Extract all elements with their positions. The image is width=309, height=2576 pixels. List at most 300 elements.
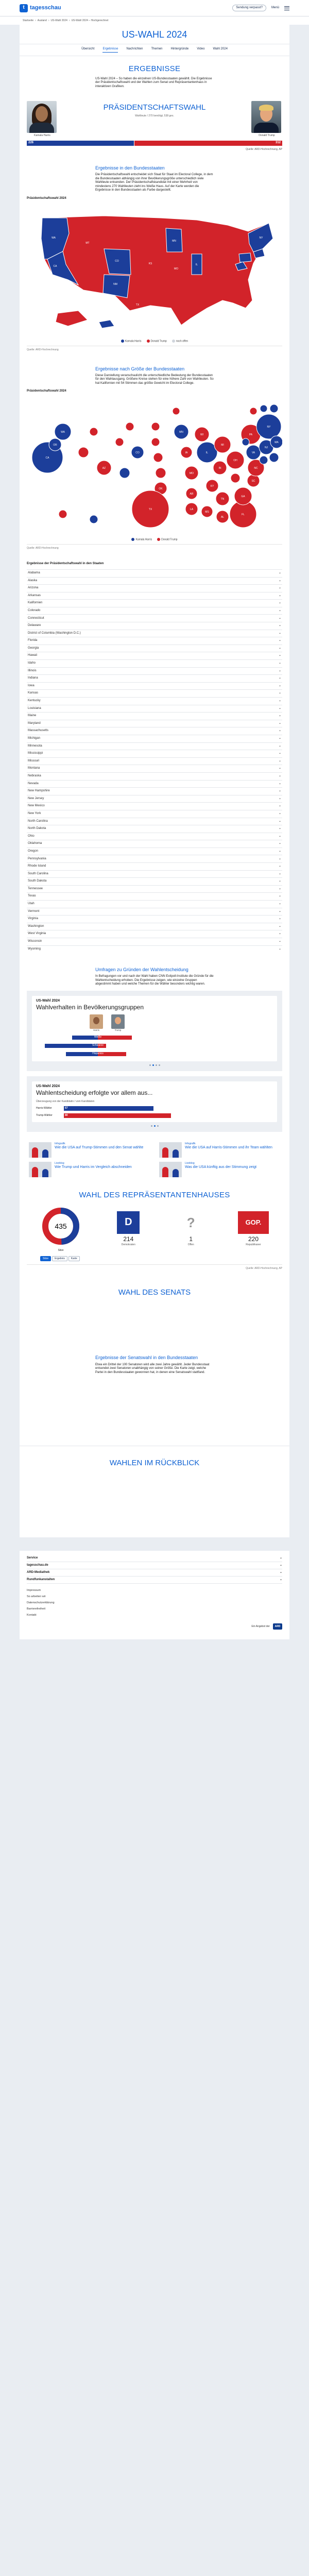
state-name: Missouri xyxy=(28,759,40,762)
house-tab[interactable]: Karte xyxy=(68,1256,80,1261)
state-bubble-label: IN xyxy=(218,466,221,470)
map-source: Quelle: ARD-Hochrechnung xyxy=(27,346,282,351)
state-name: Louisiana xyxy=(28,706,41,710)
state-row[interactable] xyxy=(27,630,282,637)
state-name: Connecticut xyxy=(28,616,44,620)
card-kicker: US-Wahl 2024 xyxy=(36,998,60,1003)
teaser-card[interactable]: Liveblog Wie Trump und Harris im Vergleich abschneiden xyxy=(29,1162,150,1177)
state-name: Michigan xyxy=(28,737,41,740)
teaser-card[interactable]: Infografik Wie die USA auf Harris-Stimmen und ihr Team wählten xyxy=(159,1142,280,1158)
state-bubble-label: OR xyxy=(53,443,57,447)
state-row[interactable] xyxy=(27,945,282,953)
house-rep: GOP. 220 Republikaner xyxy=(238,1211,269,1246)
trump-portrait xyxy=(251,101,281,133)
house-tab[interactable]: Sitze xyxy=(40,1256,51,1261)
bubble-section xyxy=(20,357,289,555)
trump-mini-portrait xyxy=(111,1014,125,1029)
state-row[interactable] xyxy=(27,607,282,615)
state-bubble-label: CO xyxy=(135,451,140,454)
state-row[interactable] xyxy=(27,659,282,667)
house-open: ? 1 Offen xyxy=(176,1211,207,1246)
state-bubble-label: MI xyxy=(221,443,224,447)
state-name: West Virginia xyxy=(28,932,46,936)
state-row[interactable] xyxy=(27,848,282,855)
chevron-down-icon: ⌄ xyxy=(278,646,281,650)
tab-0[interactable]: Übersicht xyxy=(81,47,95,50)
state-row[interactable] xyxy=(27,885,282,893)
section-tabs xyxy=(20,44,289,57)
state-row[interactable] xyxy=(27,772,282,780)
footer-plain-link[interactable]: Impressum xyxy=(27,1589,41,1592)
states-section xyxy=(20,555,289,958)
state-bubble xyxy=(270,404,278,413)
svg-text:NY: NY xyxy=(259,236,263,240)
chevron-down-icon: ⌄ xyxy=(278,706,281,710)
footer-plain-link[interactable]: So arbeiten wir xyxy=(27,1595,46,1599)
tab-2[interactable]: Nachrichten xyxy=(126,47,143,50)
state-name: Pennsylvania xyxy=(28,857,46,860)
group-label: Hispanics xyxy=(92,1052,104,1056)
breadcrumb: Startseite › Ausland › US-Wahl 2024 › US-Wahl 2024 – Hochgerechnet xyxy=(0,16,309,25)
tab-3[interactable]: Themen xyxy=(151,47,163,50)
state-name: Washington xyxy=(28,924,44,928)
tab-5[interactable]: Video xyxy=(197,47,205,50)
state-name: Kalifornien xyxy=(28,601,43,605)
results-intro: US-Wahl 2024 – So haben die einzelnen US-Bundesstaaten gewählt. Die Ergebnisse der Präsidentschaftswahl und der Wahlen zum Senat und Repräsentantenhaus in interaktiven Grafiken. xyxy=(95,77,212,88)
bubble-legend: Kamala Harris Donald Trump xyxy=(27,538,282,541)
state-row[interactable] xyxy=(27,765,282,772)
state-name: Rhode Island xyxy=(28,865,46,868)
state-row[interactable] xyxy=(27,637,282,645)
bubble-title: Ergebnisse nach Größe der Bundesstaaten xyxy=(95,366,185,371)
state-bubble-label: SC xyxy=(251,479,255,483)
state-name: Hawaii xyxy=(28,654,38,657)
state-row[interactable] xyxy=(27,900,282,908)
footer-plain-link[interactable]: Barrierefreiheit xyxy=(27,1607,46,1611)
bubble-text: Diese Darstellung veranschaulicht die unterschiedliche Bedeutung der Bundesstaaten für den Wahlausgang. Größere Kreise stehen für eine höhere Zahl von Wahlleuten. So hat Kalifornien mit 54 Stimmen das größte Gewicht im Electoral College. xyxy=(95,374,214,385)
state-row[interactable] xyxy=(27,720,282,727)
state-bubble-label: VA xyxy=(251,451,255,454)
bubble-source: Quelle: ARD-Hochrechnung xyxy=(27,544,282,550)
svg-text:KS: KS xyxy=(148,262,152,265)
state-bubble-label: AR xyxy=(190,492,194,496)
president-heading: PRÄSIDENTSCHAFTSWAHL xyxy=(103,103,206,112)
map-legend: Kamala Harris Donald Trump noch offen xyxy=(27,340,282,343)
carousel-dots[interactable] xyxy=(32,1064,277,1066)
state-row[interactable] xyxy=(27,862,282,870)
motives-carousel-1[interactable]: US-Wahl 2024 Wahlverhalten in Bevölkerungsgruppen Harris Trump Weiße Schwarze Hispanics xyxy=(27,991,282,1071)
menu-label[interactable]: Menü xyxy=(271,6,279,9)
svg-text:IL: IL xyxy=(195,263,198,266)
logo-mark: t xyxy=(20,4,28,12)
state-name: Nevada xyxy=(28,782,39,785)
state-row[interactable] xyxy=(27,870,282,878)
review-section xyxy=(20,1446,289,1537)
chevron-down-icon: ⌄ xyxy=(278,624,281,628)
house-view-tabs xyxy=(40,1256,269,1261)
trump-ev-bar: 312 xyxy=(134,141,282,146)
state-bubble-label: FL xyxy=(242,513,245,516)
chevron-down-icon: ⌄ xyxy=(279,1556,282,1560)
state-name: Colorado xyxy=(28,608,41,612)
state-row[interactable] xyxy=(27,689,282,697)
state-name: Utah xyxy=(28,902,35,906)
state-row[interactable] xyxy=(27,787,282,795)
trump-name: Donald Trump xyxy=(259,134,275,138)
state-row[interactable] xyxy=(27,877,282,885)
state-bubble-label: WA xyxy=(61,430,65,434)
chevron-down-icon: ⌄ xyxy=(278,729,281,733)
state-name: Iowa xyxy=(28,684,35,687)
state-row[interactable] xyxy=(27,750,282,757)
state-bubble-label: WI xyxy=(200,433,204,436)
state-bubble-label: NJ xyxy=(264,446,268,449)
state-name: Nebraska xyxy=(28,774,41,777)
motives-carousel-2[interactable] xyxy=(27,1076,282,1132)
chevron-down-icon: ⌄ xyxy=(278,932,281,936)
state-bubble-label: PA xyxy=(249,433,253,436)
footer-link[interactable]: tagesschau.de ⌄ xyxy=(27,1562,282,1569)
chevron-down-icon: ⌄ xyxy=(278,940,281,943)
states-heading: Ergebnisse der Präsidentschaftswahl in den Staaten xyxy=(27,562,104,566)
card-kicker: US-Wahl 2024 xyxy=(36,1084,60,1089)
state-bubble xyxy=(115,438,124,446)
state-row[interactable] xyxy=(27,735,282,742)
breadcrumb-item[interactable]: US-Wahl 2024 xyxy=(50,19,67,22)
state-row[interactable] xyxy=(27,622,282,630)
tab-4[interactable]: Hintergründe xyxy=(170,47,189,50)
state-row[interactable] xyxy=(27,757,282,765)
chevron-down-icon: ⌄ xyxy=(278,796,281,800)
state-name: Ohio xyxy=(28,834,35,838)
teaser-card[interactable]: Liveblog Was die USA künftig aus der Stimmung zeigt xyxy=(159,1162,280,1177)
state-name: Kansas xyxy=(28,691,39,695)
svg-text:CA: CA xyxy=(53,265,57,268)
state-name: Kentucky xyxy=(28,699,41,703)
state-bubble xyxy=(260,405,267,412)
chevron-down-icon: ⌄ xyxy=(278,684,281,687)
state-row[interactable] xyxy=(27,682,282,690)
footer: Service ⌄ tagesschau.de ⌄ ARD-Mediathek ⌄ Rundfunkanstalten ⌄ Impressum So arbeiten wir Datenschutzerklärung Barrierefreiheit Kontakt Ein Angebot der ARD xyxy=(20,1551,289,1639)
state-name: Wyoming xyxy=(28,947,41,951)
svg-text:NM: NM xyxy=(113,283,117,286)
menu-icon[interactable] xyxy=(284,6,289,10)
chevron-down-icon: ⌄ xyxy=(278,849,281,853)
state-name: Vermont xyxy=(28,909,40,913)
us-results-map[interactable] xyxy=(27,202,282,336)
state-row[interactable] xyxy=(27,645,282,652)
chevron-down-icon: ⌄ xyxy=(278,842,281,845)
state-bubble xyxy=(250,408,257,415)
footer-link[interactable]: Rundfunkanstalten ⌄ xyxy=(27,1577,282,1584)
page-title: US-WAHL 2024 xyxy=(20,25,289,44)
chevron-down-icon: ⌄ xyxy=(278,676,281,680)
state-row[interactable] xyxy=(27,727,282,735)
president-source: Quelle: ARD-Hochrechnung, AP xyxy=(246,147,282,151)
state-name: Arizona xyxy=(28,586,39,590)
state-bubble-label: MS xyxy=(205,510,209,514)
state-row[interactable] xyxy=(27,577,282,585)
state-bubble xyxy=(156,468,166,478)
breadcrumb-item[interactable]: Startseite xyxy=(23,19,34,22)
chevron-down-icon: ⌄ xyxy=(278,811,281,815)
state-row[interactable] xyxy=(27,652,282,659)
house-source: Quelle: ARD-Hochrechnung, AP xyxy=(27,1264,282,1270)
state-bubble-label: TX xyxy=(148,507,152,511)
state-name: Maryland xyxy=(28,721,41,725)
state-name: Alabama xyxy=(28,571,40,574)
state-bubble-label: IL xyxy=(205,451,209,454)
teaser-image xyxy=(29,1162,52,1177)
state-name: South Dakota xyxy=(28,879,47,883)
chevron-down-icon: ⌄ xyxy=(278,714,281,718)
svg-text:WA: WA xyxy=(52,236,56,240)
state-name: Minnesota xyxy=(28,744,42,748)
state-name: Illinois xyxy=(28,669,37,672)
chevron-down-icon: ⌄ xyxy=(278,857,281,860)
tab-6[interactable]: Wahl 2024 xyxy=(213,47,228,50)
chevron-down-icon: ⌄ xyxy=(278,699,281,703)
motives-section xyxy=(20,958,289,1137)
chevron-down-icon: ⌄ xyxy=(279,1563,282,1567)
teaser-image xyxy=(159,1142,182,1158)
tab-1[interactable]: Ergebnisse xyxy=(102,47,118,53)
state-bubble-label: MO xyxy=(189,471,194,475)
state-name: North Carolina xyxy=(28,819,48,823)
state-bubble-label: TN xyxy=(220,497,225,501)
state-bubble-label: AL xyxy=(220,515,225,519)
state-bubble-label: MN xyxy=(179,430,183,434)
state-bubble-label: AZ xyxy=(102,466,106,470)
electoral-vote-bar xyxy=(27,141,282,146)
state-bubble xyxy=(78,447,89,457)
missed-broadcast-link[interactable]: Sendung verpasst? xyxy=(232,5,266,12)
state-bubble xyxy=(153,453,163,462)
chevron-down-icon: ⌄ xyxy=(278,654,281,657)
state-name: Florida xyxy=(28,639,38,642)
state-bubble-label: OK xyxy=(159,487,163,490)
carousel-dots[interactable] xyxy=(32,1125,277,1127)
chevron-down-icon: ⌄ xyxy=(278,669,281,672)
state-row[interactable] xyxy=(27,705,282,713)
state-row[interactable] xyxy=(27,795,282,803)
chevron-down-icon: ⌄ xyxy=(278,774,281,777)
chevron-down-icon: ⌄ xyxy=(278,804,281,808)
state-row[interactable] xyxy=(27,923,282,930)
state-name: Montana xyxy=(28,767,40,770)
house-heading: WAHL DES REPRÄSENTANTENHAUSES xyxy=(79,1191,230,1200)
state-name: Alaska xyxy=(28,579,38,582)
state-name: Delaware xyxy=(28,624,41,628)
motives-title: Umfragen zu Gründen der Wahlentscheidung xyxy=(95,967,188,973)
state-row[interactable] xyxy=(27,825,282,833)
state-name: Idaho xyxy=(28,662,36,665)
top-bar xyxy=(0,0,309,16)
harris-mini-portrait xyxy=(90,1014,103,1029)
state-bubble xyxy=(231,473,240,483)
map-title: Ergebnisse in den Bundesstaaten xyxy=(95,165,165,171)
group-row xyxy=(36,1050,273,1058)
state-row[interactable] xyxy=(27,742,282,750)
chevron-down-icon: ⌄ xyxy=(278,887,281,890)
teaser-card[interactable]: Infografik Wie die USA auf Trump-Stimmen und den Senat wählte xyxy=(29,1142,150,1158)
state-bubble xyxy=(151,438,160,446)
svg-text:MO: MO xyxy=(174,267,179,270)
state-row[interactable] xyxy=(27,667,282,675)
state-row[interactable] xyxy=(27,855,282,862)
state-bubble-label: GA xyxy=(241,495,245,498)
chevron-down-icon: ⌄ xyxy=(279,1570,282,1574)
chevron-down-icon: ⌄ xyxy=(278,631,281,635)
chevron-down-icon: ⌄ xyxy=(278,872,281,875)
question-icon: ? xyxy=(186,1214,195,1230)
state-row[interactable] xyxy=(27,908,282,916)
svg-text:FL: FL xyxy=(221,309,224,312)
chevron-down-icon: ⌄ xyxy=(278,834,281,838)
motive-bar: 80 xyxy=(64,1113,171,1118)
state-bubble-label: MA xyxy=(274,440,279,444)
chevron-down-icon: ⌄ xyxy=(278,819,281,823)
chevron-down-icon: ⌄ xyxy=(278,789,281,793)
state-name: South Carolina xyxy=(28,872,48,875)
state-bubble-label: LA xyxy=(190,507,194,511)
chevron-down-icon: ⌄ xyxy=(278,744,281,748)
harris-portrait xyxy=(27,101,57,133)
gop-logo: GOP. xyxy=(238,1211,269,1234)
chevron-down-icon: ⌄ xyxy=(278,691,281,695)
state-row[interactable] xyxy=(27,802,282,810)
chevron-down-icon: ⌄ xyxy=(278,947,281,951)
state-row[interactable] xyxy=(27,592,282,600)
review-heading: WAHLEN IM RÜCKBLICK xyxy=(109,1459,200,1468)
chevron-down-icon: ⌄ xyxy=(278,909,281,913)
chevron-down-icon: ⌄ xyxy=(278,902,281,906)
map-chart-label: Präsidentschaftswahl 2024 xyxy=(27,196,66,200)
trump-bar xyxy=(98,1036,132,1040)
state-name: Wisconsin xyxy=(28,940,42,943)
state-bubble xyxy=(269,453,279,462)
motive-bar: 67 xyxy=(64,1106,153,1111)
map-section xyxy=(20,156,289,357)
state-name: Oregon xyxy=(28,849,39,853)
footer-plain-link[interactable]: Datenschutzerklärung xyxy=(27,1601,55,1605)
state-row[interactable] xyxy=(27,810,282,818)
footer-link[interactable]: ARD-Mediathek ⌄ xyxy=(27,1569,282,1577)
state-bubble-label: NC xyxy=(254,466,258,470)
chevron-down-icon: ⌄ xyxy=(278,616,281,620)
state-bubble xyxy=(242,438,249,446)
chevron-down-icon: ⌄ xyxy=(278,894,281,898)
state-row[interactable] xyxy=(27,938,282,945)
state-row[interactable] xyxy=(27,569,282,577)
group-label: Weiße xyxy=(94,1036,102,1039)
chevron-down-icon: ⌄ xyxy=(278,594,281,597)
chevron-down-icon: ⌄ xyxy=(278,662,281,665)
card-headline: Wahlentscheidung erfolgte vor allem aus... xyxy=(36,1089,153,1097)
state-row[interactable] xyxy=(27,930,282,938)
chevron-down-icon: ⌄ xyxy=(278,579,281,582)
state-bubble-label: OH xyxy=(233,459,237,462)
chevron-down-icon: ⌄ xyxy=(278,827,281,831)
map-text: Die Präsidentschaftswahl entscheidet sich Staat für Staat im Electoral College, in dem die Bundesstaaten abhängig von ihrer Bevölkerungsgröße unterschiedlich viele Wahlleute entsenden. Der Präsidentschaftskandidat mit einer Mehrheit von mindestens 270 Wahlleuten zieht ins Weiße Haus. Auf der Karte werden die Ergebnisse in den Bundesstaaten als Farbe dargestellt. xyxy=(95,173,213,192)
logo-text: tagesschau xyxy=(30,4,61,11)
chevron-down-icon: ⌄ xyxy=(278,879,281,883)
state-row[interactable] xyxy=(27,840,282,848)
state-row[interactable] xyxy=(27,674,282,682)
state-row[interactable] xyxy=(27,712,282,720)
chevron-down-icon: ⌄ xyxy=(278,737,281,740)
footer-link[interactable]: Service ⌄ xyxy=(27,1555,282,1562)
state-row[interactable] xyxy=(27,584,282,592)
state-row[interactable] xyxy=(27,599,282,607)
state-row[interactable] xyxy=(27,833,282,840)
bubble-chart-label: Präsidentschaftswahl 2024 xyxy=(27,389,66,393)
teaser-image xyxy=(159,1162,182,1177)
states-list xyxy=(27,569,282,953)
state-row[interactable] xyxy=(27,915,282,923)
state-row[interactable] xyxy=(27,614,282,622)
breadcrumb-item[interactable]: Ausland xyxy=(37,19,47,22)
state-bubble-label: KY xyxy=(210,484,214,488)
state-bubble xyxy=(119,468,130,478)
bubble-chart[interactable] xyxy=(27,396,282,535)
svg-text:TX: TX xyxy=(135,303,140,307)
teaser-grid xyxy=(20,1137,289,1182)
svg-text:MT: MT xyxy=(85,242,90,245)
svg-text:CO: CO xyxy=(115,260,119,263)
state-row[interactable] xyxy=(27,818,282,825)
harris-bar xyxy=(45,1044,98,1048)
dem-logo: D xyxy=(117,1211,140,1234)
logo[interactable] xyxy=(20,4,61,12)
senate-title: Ergebnisse der Senatswahl in den Bundesstaaten xyxy=(95,1355,198,1361)
president-section xyxy=(20,96,289,156)
main-content xyxy=(20,25,289,1537)
ard-logo[interactable]: ARD xyxy=(273,1623,282,1630)
chevron-down-icon: ⌄ xyxy=(278,924,281,928)
chevron-down-icon: ⌄ xyxy=(278,917,281,921)
state-row[interactable] xyxy=(27,697,282,705)
state-row[interactable] xyxy=(27,780,282,788)
state-name: New York xyxy=(28,811,41,815)
motives-text: In Befragungen vor und nach der Wahl haben CNN Exitpoll-Institute die Gründe für die Wahlentscheidung erhoben. Die Ergebnisse zeigen, wie einzelne Gruppen abgestimmt haben und welche Themen für die Wähler besonders wichtig waren. xyxy=(95,975,214,986)
svg-text:435: 435 xyxy=(55,1222,67,1231)
state-name: Virginia xyxy=(28,917,38,921)
chevron-down-icon: ⌄ xyxy=(278,639,281,642)
state-bubble xyxy=(90,515,98,523)
senate-text: Etwa ein Drittel der 100 Senatoren wird alle zwei Jahre gewählt. Jeder Bundesstaat entsendet zwei Senatoren unabhängig von seiner Größe. Die Karte zeigt, welche Partei in den Bundesstaaten gewonnen hat, in denen eine Senatswahl stattfand. xyxy=(95,1363,210,1374)
chevron-down-icon: ⌄ xyxy=(278,586,281,590)
chevron-down-icon: ⌄ xyxy=(278,601,281,605)
state-name: New Jersey xyxy=(28,796,44,800)
chevron-down-icon: ⌄ xyxy=(278,752,281,755)
house-donut-chart xyxy=(40,1206,81,1247)
state-name: New Hampshire xyxy=(28,789,50,793)
state-bubble-label: NY xyxy=(267,425,271,429)
house-tab[interactable]: Ergebnis xyxy=(52,1256,67,1261)
motive-row: Trump-Wähler 80 xyxy=(36,1112,273,1119)
senate-heading: WAHL DES SENATS xyxy=(118,1287,191,1297)
state-bubble xyxy=(59,510,67,518)
state-name: Massachusetts xyxy=(28,729,49,733)
state-name: North Dakota xyxy=(28,827,46,831)
state-bubble-label: IA xyxy=(185,451,188,454)
state-bubble xyxy=(90,428,98,436)
footer-plain-link[interactable]: Kontakt xyxy=(27,1614,37,1617)
teaser-image xyxy=(29,1142,52,1158)
state-row[interactable] xyxy=(27,892,282,900)
results-heading: ERGEBNISSE xyxy=(128,64,181,73)
